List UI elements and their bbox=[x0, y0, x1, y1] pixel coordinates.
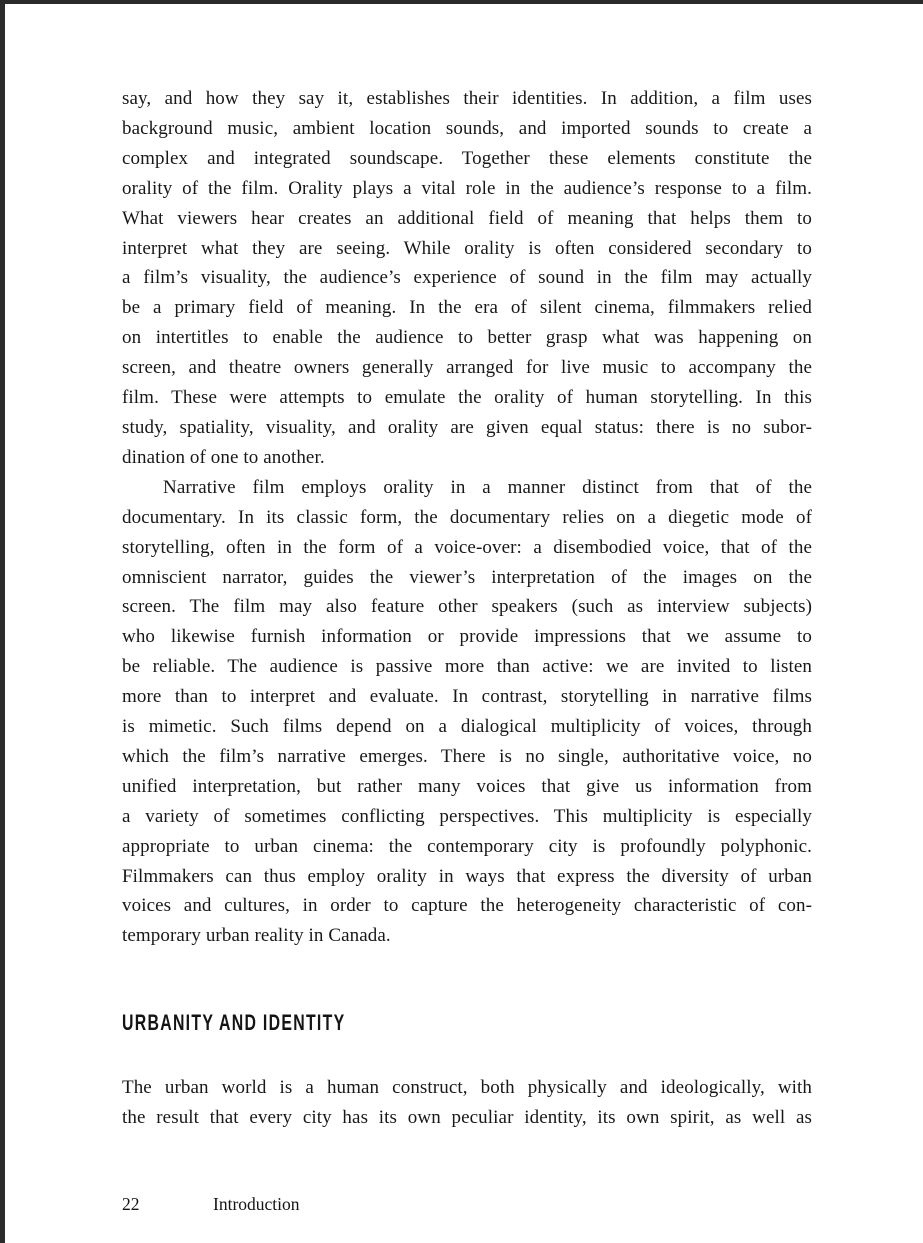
text-line: documentary. In its classic form, the documentary relies on a diegetic mode of bbox=[122, 506, 812, 528]
section-heading bbox=[122, 1011, 812, 1035]
paragraph bbox=[122, 473, 812, 952]
paragraph bbox=[122, 1073, 812, 1133]
text-line: on intertitles to enable the audience to better grasp what was happening on bbox=[122, 327, 812, 349]
page-content bbox=[122, 84, 812, 1133]
text-line: orality of the film. Orality plays a vital role in the audience’s response to a film. bbox=[122, 177, 812, 199]
text-line: which the film’s narrative emerges. There is no single, authoritative voice, no bbox=[122, 745, 812, 767]
text-line: omniscient narrator, guides the viewer’s interpretation of the images on the bbox=[122, 566, 812, 588]
text-line: who likewise furnish information or provide impressions that we assume to bbox=[122, 626, 812, 648]
text-line: appropriate to urban cinema: the contemporary city is profoundly polyphonic. bbox=[122, 835, 812, 857]
page-footer bbox=[122, 1194, 300, 1215]
text-line: voices and cultures, in order to capture the heterogeneity characteristic of con- bbox=[122, 895, 812, 917]
text-line: say, and how they say it, establishes their identities. In addition, a film uses bbox=[122, 88, 812, 109]
text-line: unified interpretation, but rather many voices that give us information from bbox=[122, 775, 812, 797]
text-line: interpret what they are seeing. While orality is often considered secondary to bbox=[122, 237, 812, 259]
text-line: Filmmakers can thus employ orality in ways that express the diversity of urban bbox=[122, 865, 812, 887]
text-line: What viewers hear creates an additional field of meaning that helps them to bbox=[122, 207, 812, 229]
text-line: dination of one to another. bbox=[122, 446, 325, 468]
text-line: temporary urban reality in Canada. bbox=[122, 925, 391, 947]
text-line: screen, and theatre owners generally arranged for live music to accompany the bbox=[122, 357, 812, 379]
paragraph bbox=[122, 84, 812, 473]
text-line: The urban world is a human construct, both physically and ideologically, with bbox=[122, 1077, 812, 1099]
scan-edge-left bbox=[0, 0, 5, 1243]
text-line: film. These were attempts to emulate the orality of human storytelling. In this bbox=[122, 387, 812, 409]
text-line: be reliable. The audience is passive more than active: we are invited to listen bbox=[122, 656, 812, 678]
text-line: complex and integrated soundscape. Together these elements constitute the bbox=[122, 147, 812, 169]
text-line: more than to interpret and evaluate. In contrast, storytelling in narrative films bbox=[122, 686, 812, 708]
page-number: 22 bbox=[122, 1194, 140, 1214]
section-heading-text: URBANITY AND IDENTITY bbox=[122, 1010, 346, 1036]
text-line: Narrative film employs orality in a manner distinct from that of the bbox=[163, 476, 812, 498]
text-line: the result that every city has its own peculiar identity, its own spirit, as well as bbox=[122, 1107, 812, 1129]
text-line: study, spatiality, visuality, and orality are given equal status: there is no subor- bbox=[122, 416, 812, 438]
text-line: a variety of sometimes conflicting perspectives. This multiplicity is especially bbox=[122, 805, 812, 827]
text-line: storytelling, often in the form of a voice-over: a disembodied voice, that of the bbox=[122, 536, 812, 558]
scan-edge-top bbox=[0, 0, 923, 4]
text-line: a film’s visuality, the audience’s experience of sound in the film may actually bbox=[122, 267, 812, 289]
running-head: Introduction bbox=[213, 1194, 300, 1214]
text-line: screen. The film may also feature other speakers (such as interview subjects) bbox=[122, 596, 812, 618]
text-line: be a primary field of meaning. In the era of silent cinema, filmmakers relied bbox=[122, 297, 812, 319]
text-line: is mimetic. Such films depend on a dialogical multiplicity of voices, through bbox=[122, 716, 812, 738]
text-line: background music, ambient location sounds, and imported sounds to create a bbox=[122, 117, 812, 139]
